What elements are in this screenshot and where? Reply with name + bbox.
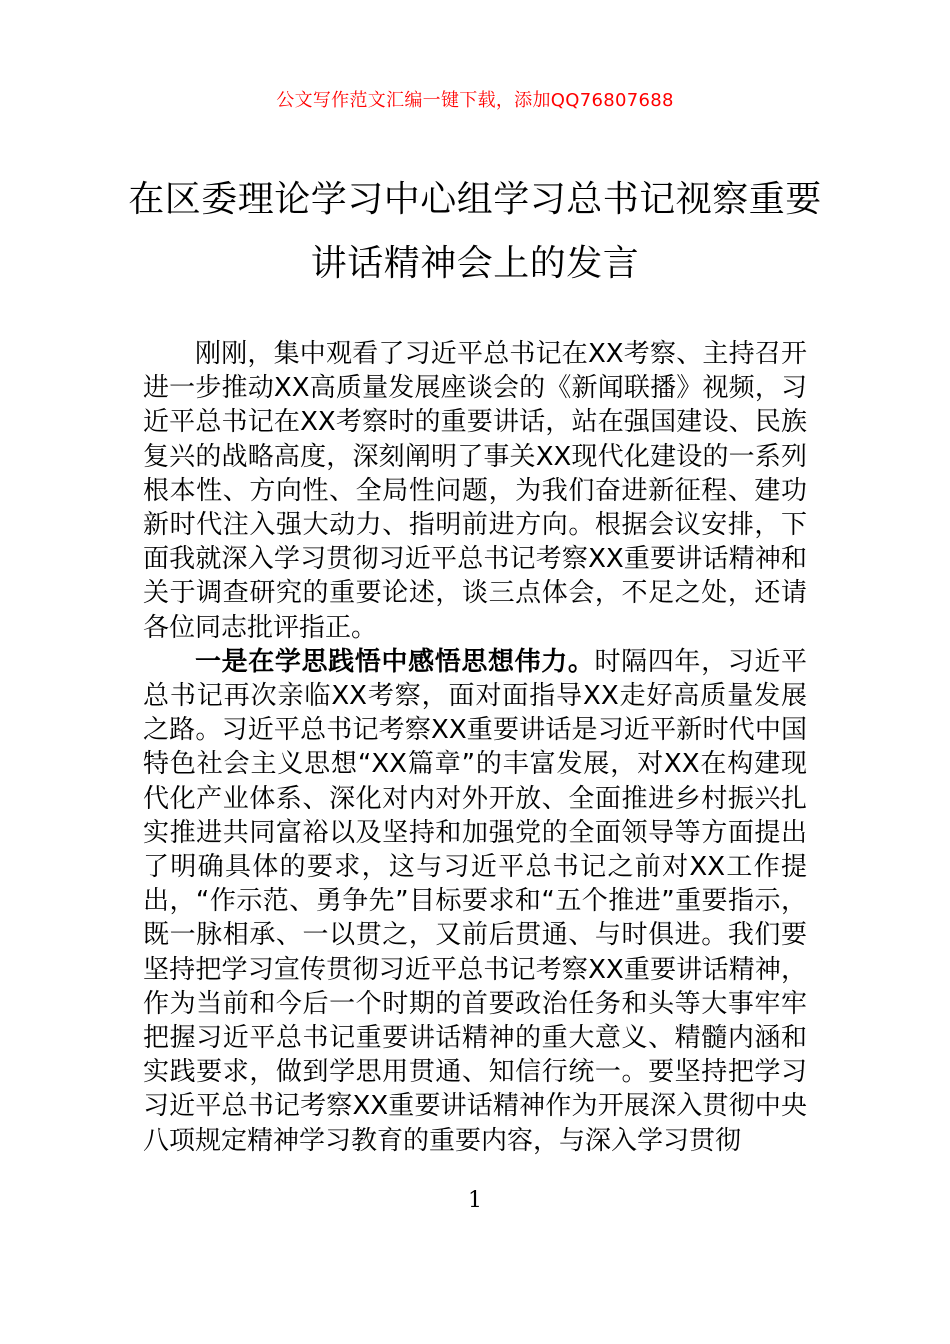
header-download-note: 公文写作范文汇编一键下载，添加QQ76807688 — [276, 90, 674, 111]
paragraph-intro — [143, 337, 807, 645]
paragraph-point-one — [143, 645, 807, 1158]
document-body — [143, 337, 807, 1158]
page-number: 1 — [468, 1188, 482, 1213]
paragraph-intro-text: 刚刚，集中观看了习近平总书记在XX考察、主持召开进一步推动XX高质量发展座谈会的《新闻联播》视频，习近平总书记在XX考察时的重要讲话，站在强国建设、民族复兴的战略高度，深刻阐明了事关XX现代化建设的一系列根本性、方向性、全局性问题，为我们奋进新征程、建功新时代注入强大动力、指明前进方向。根据会议安排，下面我就深入学习贯彻习近平总书记考察XX重要讲话精神和关于调查研究的重要论述，谈三点体会，不足之处，还请各位同志批评指正。 — [143, 339, 807, 643]
paragraph-point-one-lead: 一是在学思践悟中感悟思想伟力。 — [195, 646, 595, 677]
paragraph-point-one-text: 时隔四年，习近平总书记再次亲临XX考察，面对面指导XX走好高质量发展之路。习近平总书记考察XX重要讲话是习近平新时代中国特色社会主义思想“XX篇章”的丰富发展，对XX在构建现代化产业体系、深化对内对外开放、全面推进乡村振兴扎实推进共同富裕以及坚持和加强党的全面领导等方面提出了明确具体的要求，这与习近平总书记之前对XX工作提出，“作示范、勇争先”目标要求和“五个推进”重要指示，既一脉相承、一以贯之，又前后贯通、与时俱进。我们要坚持把学习宣传贯彻习近平总书记考察XX重要讲话精神，作为当前和今后一个时期的首要政治任务和头等大事牢牢把握习近平总书记重要讲话精神的重大意义、精髓内涵和实践要求，做到学思用贯通、知信行统一。要坚持把学习习近平总书记考察XX重要讲话精神作为开展深入贯彻中央八项规定精神学习教育的重要内容，与深入学习贯彻 — [143, 646, 807, 1156]
document-title: 在区委理论学习中心组学习总书记视察重要讲话精神会上的发言 — [128, 179, 822, 284]
